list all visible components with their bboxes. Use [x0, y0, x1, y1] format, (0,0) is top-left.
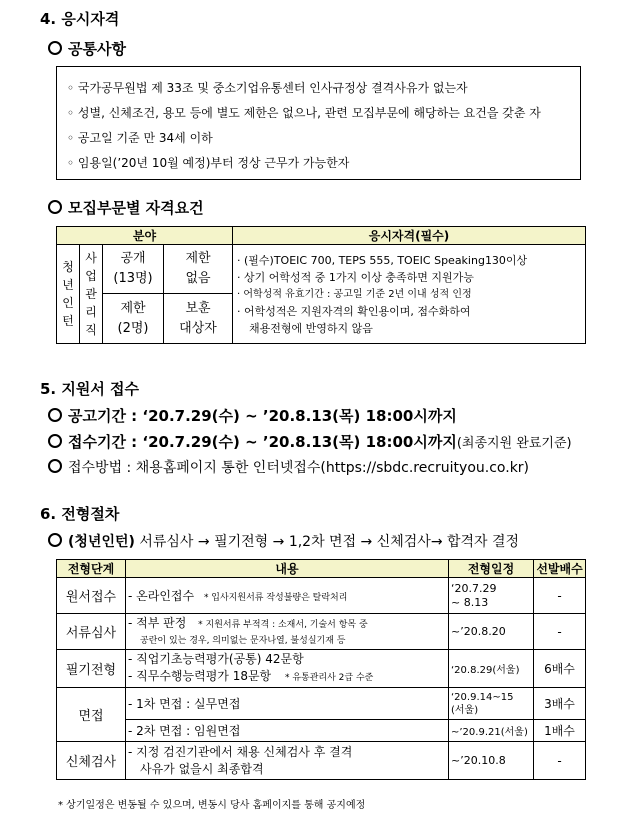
circle-bullet-icon	[48, 41, 62, 55]
vert-char: 관	[85, 287, 97, 301]
content-cell	[126, 650, 449, 688]
process-flow	[48, 531, 519, 551]
schedule-cell: ~’20.9.21(서울)	[449, 720, 534, 742]
recruit-count: (13명)	[113, 271, 153, 286]
table-row	[57, 720, 586, 742]
req-heading	[48, 197, 204, 218]
circle-bullet-icon	[48, 200, 62, 214]
date-text: ~ 8.13	[451, 595, 489, 609]
multiple-cell: -	[534, 742, 586, 780]
section-6-title: 6. 전형절차	[40, 505, 120, 523]
date-text: ‘20.9.14~15	[451, 691, 514, 703]
common-item-3: ◦ 공고일 기준 만 34세 이하	[67, 131, 213, 145]
content-note: 공란이 있는 경우, 의미없는 문자나열, 불성실기재 등	[140, 635, 346, 646]
schedule-cell: ~’20.10.8	[449, 742, 534, 780]
col-header-schedule: 전형일정	[449, 560, 534, 578]
content-note: * 입사지원서류 작성불량은 탈락처리	[203, 593, 348, 603]
recruit-type: 제한	[120, 300, 146, 316]
qual-line: 채용전형에 반영하지 않음	[249, 321, 373, 335]
footnote: * 상기일정은 변동될 수 있으며, 변동시 당사 홈페이지를 통해 공지예정	[58, 800, 366, 811]
content-cell	[126, 578, 449, 614]
vert-char: 사	[85, 251, 97, 265]
circle-bullet-icon	[48, 533, 62, 547]
receipt-period	[48, 431, 572, 452]
condition-text: 대상자	[179, 320, 217, 336]
qual-line: · (필수)TOEIC 700, TEPS 555, TOEIC Speaking130이상	[237, 253, 528, 267]
condition-text: 없음	[185, 271, 211, 286]
col-header-content: 내용	[126, 560, 449, 578]
table-header-field: 분야	[57, 227, 233, 245]
table-row	[57, 688, 586, 720]
schedule-cell: ~’20.8.20	[449, 614, 534, 650]
common-item-4: ◦ 임용일(’20년 10월 예정)부터 정상 근무가 가능한자	[67, 156, 350, 170]
content-text: - 적부 판정	[128, 615, 187, 630]
open-recruit-cell	[103, 245, 164, 294]
common-requirements-box	[56, 66, 581, 180]
table-row	[57, 614, 586, 650]
qualification-cell	[233, 245, 586, 344]
circle-bullet-icon	[48, 408, 62, 422]
table-row	[57, 578, 586, 614]
stage-cell: 신체검사	[57, 742, 126, 780]
stage-cell: 면접	[57, 688, 126, 742]
condition-text: 보훈	[185, 300, 211, 316]
receipt-period-text: 접수기간 : ‘20.7.29(수) ~ ’20.8.13(목) 18:00시까지	[68, 433, 457, 451]
multiple-cell: 6배수	[534, 650, 586, 688]
req-title: 모집부문별 자격요건	[68, 199, 204, 217]
vert-char: 인	[62, 296, 74, 310]
col-header-stage: 전형단계	[57, 560, 126, 578]
content-cell	[126, 614, 449, 650]
recruit-count: (2명)	[117, 320, 149, 336]
multiple-cell: 1배수	[534, 720, 586, 742]
table-row	[57, 742, 586, 780]
content-cell: - 1차 면접 : 실무면접	[126, 688, 449, 720]
announce-period	[48, 405, 457, 426]
date-text: ‘20.7.29	[451, 581, 497, 595]
multiple-cell: -	[534, 614, 586, 650]
schedule-cell	[449, 688, 534, 720]
circle-bullet-icon	[48, 459, 62, 473]
condition-text: 제한	[185, 251, 211, 266]
process-table	[56, 559, 586, 780]
multiple-cell: 3배수	[534, 688, 586, 720]
multiple-cell: -	[534, 578, 586, 614]
content-note: * 지원서류 부적격 : 소재서, 기술서 항목 중	[198, 619, 368, 630]
receipt-method	[48, 457, 529, 477]
content-cell: - 2차 면접 : 임원면접	[126, 720, 449, 742]
vert-char: 리	[85, 305, 97, 319]
youth-intern-cell	[57, 245, 80, 344]
receipt-period-note: (최종지원 완료기준)	[456, 436, 572, 451]
requirements-table	[56, 226, 586, 344]
common-title: 공통사항	[68, 40, 126, 58]
vert-char: 청	[62, 260, 74, 274]
limited-recruit-cell	[103, 294, 164, 344]
stage-cell: 원서접수	[57, 578, 126, 614]
vert-char: 턴	[62, 314, 74, 328]
vert-char: 년	[62, 278, 74, 292]
section-5-title: 5. 지원서 접수	[40, 380, 140, 398]
schedule-cell: ‘20.8.29(서울)	[449, 650, 534, 688]
content-text: - 지정 검진기관에서 채용 신체검사 후 결격	[128, 744, 353, 759]
qual-line: · 상기 어학성적 중 1가지 이상 충족하면 지원가능	[237, 270, 474, 284]
condition-cell	[164, 294, 233, 344]
section-4-title: 4. 응시자격	[40, 10, 120, 28]
date-text: (서울)	[451, 704, 479, 716]
announce-period-text: 공고기간 : ‘20.7.29(수) ~ ’20.8.13(목) 18:00시까지	[68, 407, 457, 425]
circle-bullet-icon	[48, 434, 62, 448]
common-heading	[48, 38, 126, 59]
content-text: - 온라인접수	[128, 589, 195, 603]
content-note: * 유통관리사 2급 수준	[284, 672, 374, 683]
qual-line: · 어학성적은 지원자격의 확인용이며, 점수화하여	[237, 304, 471, 318]
col-header-multiple: 선발배수	[534, 560, 586, 578]
condition-cell	[164, 245, 233, 294]
content-cell	[126, 742, 449, 780]
qual-line: · 어학성적 유효기간 : 공고일 기준 2년 이내 성적 인정	[237, 288, 472, 300]
content-text: - 직무수행능력평가 18문항	[128, 668, 272, 683]
receipt-method-text: 접수방법 : 채용홈페이지 통한 인터넷접수(https://sbdc.recruityou.co.kr)	[68, 460, 530, 476]
table-row	[57, 650, 586, 688]
vert-char: 업	[85, 269, 97, 283]
recruit-type: 공개	[120, 251, 146, 266]
common-item-2: ◦ 성별, 신체조건, 용모 등에 별도 제한은 없으나, 관련 모집부문에 해당하는 요건을 갖춘 자	[67, 106, 541, 120]
table-header-qualification: 응시자격(필수)	[233, 227, 586, 245]
schedule-cell	[449, 578, 534, 614]
content-text: 사유가 없을시 최종합격	[140, 761, 264, 776]
business-mgmt-cell	[80, 245, 103, 344]
stage-cell: 서류심사	[57, 614, 126, 650]
content-text: - 직업기초능력평가(공통) 42문항	[128, 651, 304, 666]
common-item-1: ◦ 국가공무원법 제 33조 및 중소기업유통센터 인사규정상 결격사유가 없는자	[67, 81, 468, 95]
vert-char: 직	[85, 323, 97, 337]
flow-steps: 서류심사 → 필기전형 → 1,2차 면접 → 신체검사→ 합격자 결정	[139, 534, 520, 550]
flow-target: (청년인턴)	[68, 534, 135, 550]
stage-cell: 필기전형	[57, 650, 126, 688]
